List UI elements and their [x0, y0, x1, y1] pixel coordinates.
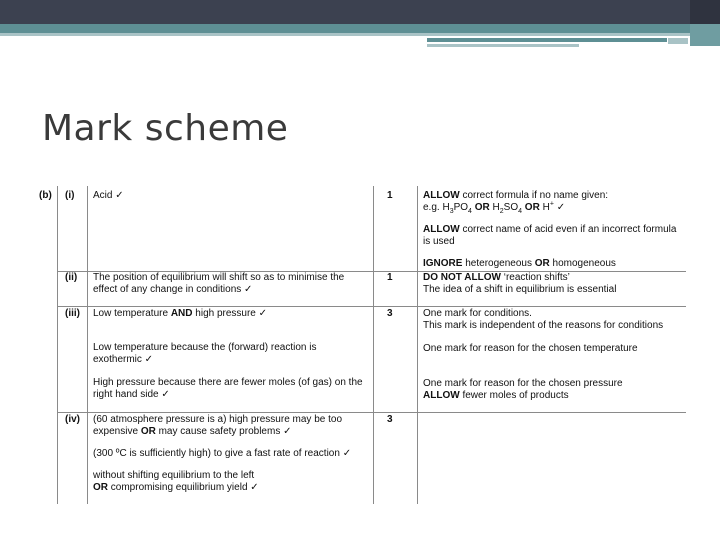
answer-cell: [93, 308, 363, 401]
header-bar-teal-light: [0, 33, 720, 36]
marks-value: 1: [387, 272, 393, 283]
marks-value: 1: [387, 190, 393, 201]
answer-text: Low temperature AND high pressure ✓: [93, 308, 268, 319]
subpart-label: (i): [65, 190, 75, 201]
header-stripe: [668, 38, 688, 44]
header-corner-dark: [690, 0, 720, 24]
guidance-cell: [423, 308, 685, 402]
column-divider: [87, 186, 88, 504]
answer-text: OR compromising equilibrium yield ✓: [93, 482, 259, 493]
answer-text: High pressure because there are fewer moles (of gas) on the right hand side ✓: [93, 377, 363, 400]
guidance-line: ALLOW correct formula if no name given:: [423, 190, 609, 201]
marks-value: 3: [387, 414, 393, 425]
header-bar-teal: [0, 24, 720, 33]
guidance-line: The idea of a shift in equilibrium is essential: [423, 284, 617, 295]
column-divider: [373, 186, 374, 504]
tick-icon: ✓: [556, 202, 566, 213]
guidance-line: One mark for conditions.: [423, 308, 532, 319]
guidance-line: One mark for reason for the chosen pressure: [423, 378, 623, 389]
subpart-label: (ii): [65, 272, 78, 283]
header-corner-teal: [690, 24, 720, 46]
slide-title: Mark scheme: [42, 108, 289, 149]
header-stripe: [427, 38, 667, 42]
guidance-line: ALLOW correct name of acid even if an incorrect formula is used: [423, 224, 677, 247]
row-divider: [57, 306, 686, 307]
answer-cell: [93, 414, 363, 494]
mark-scheme-table: [35, 186, 686, 504]
marks-value: 3: [387, 308, 393, 319]
answer-text: The position of equilibrium will shift so as to minimise the effect of any change in conditions ✓: [93, 272, 345, 295]
answer-text: (60 atmosphere pressure is a) high pressure may be too expensive OR may cause safety problems ✓: [93, 414, 343, 437]
header-stripe: [427, 44, 579, 47]
answer-text: (300 ºC is sufficiently high) to give a fast rate of reaction ✓: [93, 448, 352, 459]
guidance-line: ALLOW fewer moles of products: [423, 390, 569, 401]
guidance-cell: [423, 190, 685, 270]
row-divider: [57, 412, 686, 413]
part-label: (b): [39, 190, 52, 201]
column-divider: [417, 186, 418, 504]
subpart-label: (iii): [65, 308, 80, 319]
answer-text: Low temperature because the (forward) reaction is exothermic ✓: [93, 342, 317, 365]
column-divider: [57, 186, 58, 504]
guidance-line: IGNORE heterogeneous OR homogeneous: [423, 258, 616, 269]
guidance-line: DO NOT ALLOW ‘reaction shifts’: [423, 272, 570, 283]
guidance-formula-example: e.g. $H_3PO_4$ OR $H_2SO_4$ OR H+ ✓: [423, 200, 566, 215]
header-bar-dark: [0, 0, 720, 24]
guidance-cell: [423, 272, 685, 296]
answer-cell: [93, 190, 363, 212]
answer-text: without shifting equilibrium to the left: [93, 470, 255, 481]
subpart-label: (iv): [65, 414, 80, 425]
answer-text: Acid ✓: [93, 190, 124, 201]
answer-cell: [93, 272, 363, 306]
guidance-line: One mark for reason for the chosen temperature: [423, 343, 638, 354]
guidance-line: This mark is independent of the reasons for conditions: [423, 320, 664, 331]
